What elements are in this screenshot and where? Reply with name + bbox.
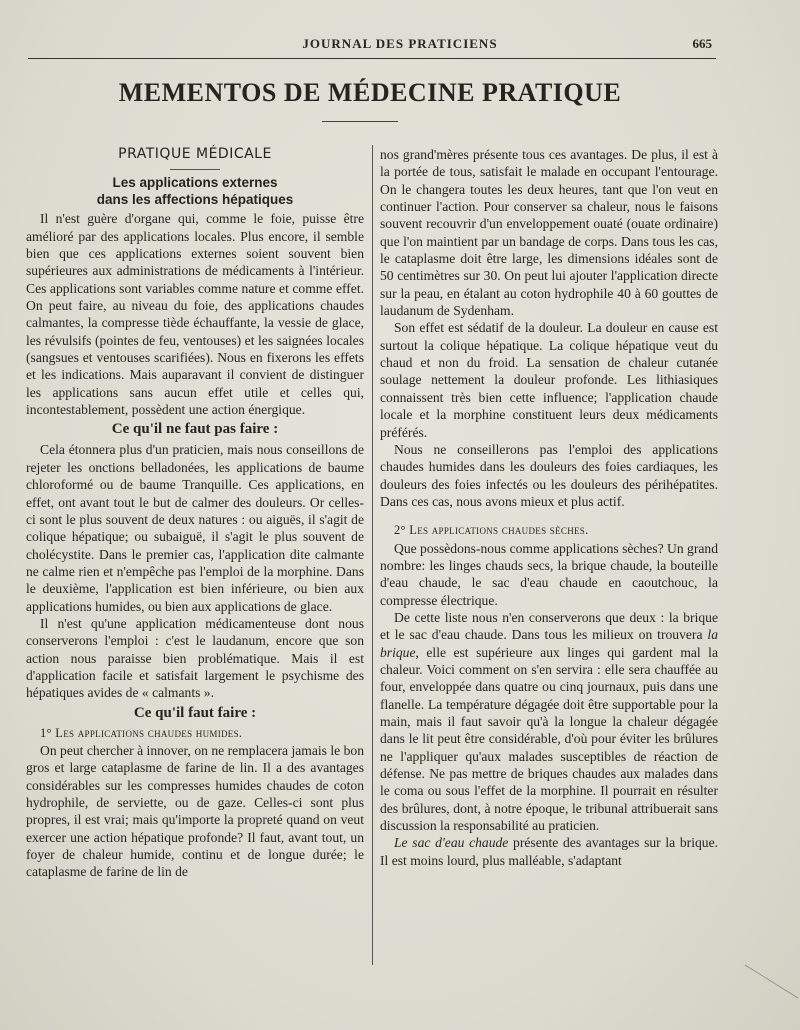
subheading-do: Ce qu'il faut faire : (133, 704, 257, 721)
item-heading: 2° Les applications chaudes sèches. (394, 523, 589, 538)
paragraph: Son effet est sédatif de la douleur. La douleur en cause est surtout la colique hépatique. La colique hépatique veut du chaud et non du froid. La sensation de chaleur cutanée soulage nettement la douleur profonde. Les lithiasiques connaissent très bien cette influence; l'application chaude locale et la morphine constituent leurs deux médicaments préférés. (380, 320, 718, 440)
paragraph (380, 834, 718, 869)
paragraph: Il n'est guère d'organe qui, comme le foie, puisse être amélioré par des applications locales. Plus encore, il semble bien que ces applications externes soient souvent bien supérieures aux administrations de médicaments à l'intérieur. Ces applications sont variables comme nature et comme effet. On peut faire, au niveau du foie, des applications chaudes calmantes, la compresse tiède échauffante, la vessie de glace, les révulsifs (pointes de feu, ventouses) et les saignées locales (sangsues et ventouses scarifiées). Nous en fixerons les effets et les indications. Mais auparavant il convient de distinguer les applications sans aucun effet utile et celles qui, incontestablement, possèdent une action énergique. (26, 211, 364, 418)
page-scratch-mark (740, 960, 800, 1000)
subheading-dont: Ce qu'il ne faut pas faire : (111, 421, 279, 438)
paragraph: Que possèdons-nous comme applications sèches? Un grand nombre: les linges chauds secs, la brique chaude, la bouteille d'eau chaude, le sac d'eau chaude en caoutchouc, la compresse électrique. (380, 540, 718, 608)
paragraph (380, 609, 718, 834)
right-column (380, 146, 718, 869)
running-head: JOURNAL DES PRATICIENS (302, 36, 498, 51)
paragraph: nos grand'mères présente tous ces avantages. De plus, il est à la portée de tous, satisfait le malade en occupant l'entourage. On le changera toutes les deux heures, tant que l'on veut en continuer l'action. Pour conserver sa chaleur, nous le faisons souvent recouvrir d'un enveloppement ouaté (ouate ordinaire) que l'on maintient par un bandage de corps. Dans tous les cas, le cataplasme doit être large, les dimensions idéales sont de 50 centimètres sur 30. On peut lui ajouter l'application directe sur la peau, en étalant au coton hydrophile 40 à 60 gouttes de laudanum de Sydenham. (380, 147, 718, 319)
text-run: présente des avantages sur la brique. Il est moins lourd, plus malléable, s'adaptant (380, 835, 718, 868)
article-heading-line2: dans les affections hépatiques (96, 192, 294, 208)
paragraph: Il n'est qu'une application médicamenteuse dont nous conserverons l'emploi : c'est le laudanum, encore que son action nous paraisse bien problématique. Mais il est d'application facile et satisfait largement le psychisme des hépatiques avides de « calmants ». (26, 615, 364, 701)
article-heading (26, 174, 364, 208)
section-rule (170, 169, 220, 170)
column-divider (372, 145, 373, 965)
article-heading-line1: Les applications externes (112, 175, 278, 191)
paragraph: Nous ne conseillerons pas l'emploi des applications chaudes humides dans les douleurs des foies cardiaques, les douleurs des foies infectés ou les douleurs des périhépatites. Dans ces cas, nous avons mieux et plus actif. (380, 441, 718, 509)
title-rule (322, 121, 398, 122)
italic-run: la brique (380, 627, 718, 660)
header-rule (28, 58, 716, 59)
page-title: MEMENTOS DE MÉDECINE PRATIQUE (118, 78, 622, 107)
item-heading: 1° Les applications chaudes humides. (40, 725, 243, 740)
page-number: 665 (692, 36, 712, 51)
italic-run: Le sac d'eau chaude (394, 835, 509, 851)
paragraph: Cela étonnera plus d'un praticien, mais nous conseillons de rejeter les onctions belladonées, les applications de baume chloroformé ou de baume Tranquille. Ces applications, en effet, ont avant tout le but de calmer des douleurs. Or celles-ci sont le plus souvent de deux natures : ou aiguës, il s'agit de colique hépatique; ou subaiguë, il s'agit le plus souvent de cholécystite. Dans le premier cas, l'application dite calmante ne calme rien et n'empêche pas l'emploi de la morphine. Dans le deuxième, l'application est bien inférieure, ou bien aux applications humides, ou bien aux applications de glace. (26, 442, 364, 614)
text-run: , elle est supérieure aux linges qui gardent mal la chaleur. Voici comment on s'en servira : elle sera chauffée au four, enveloppée dans quatre ou cinq journaux, puis dans une flanelle. La température dégagée doit être supportable pour la main, mais il faut savoir qu'à la longue la chaleur dégagée dans le lit peut être considérable, d'où pour éviter les brûlures ne l'appliquer qu'aux malades susceptibles de réaction de défense. Ne pas mettre de briques chaudes aux malades dans le coma ou sous l'effet de la morphine. Il pourrait en résulter des brûlures, dont, à notre époque, le tribunal attribuerait sans discussion la responsabilité au praticien. (380, 644, 718, 834)
section-heading: PRATIQUE MÉDICALE (118, 146, 272, 162)
left-column (26, 146, 364, 881)
text-run: De cette liste nous n'en conserverons que deux : la brique et le sac d'eau chaude. Dans tous les milieux on trouvera (380, 609, 718, 643)
paragraph: On peut chercher à innover, on ne remplacera jamais le bon gros et large cataplasme de farine de lin. Il a des avantages considérables sur les compresses humides chaudes de coton hydrophile, de serviette, ou de gaze. Celles-ci sont plus propres, il est vrai; mais qu'importe la propreté quand on veut exercer une action hépatique profonde? Il faut, avant tout, un foyer de chaleur humide, continu et de longue durée; le cataplasme de farine de lin de (26, 742, 364, 880)
